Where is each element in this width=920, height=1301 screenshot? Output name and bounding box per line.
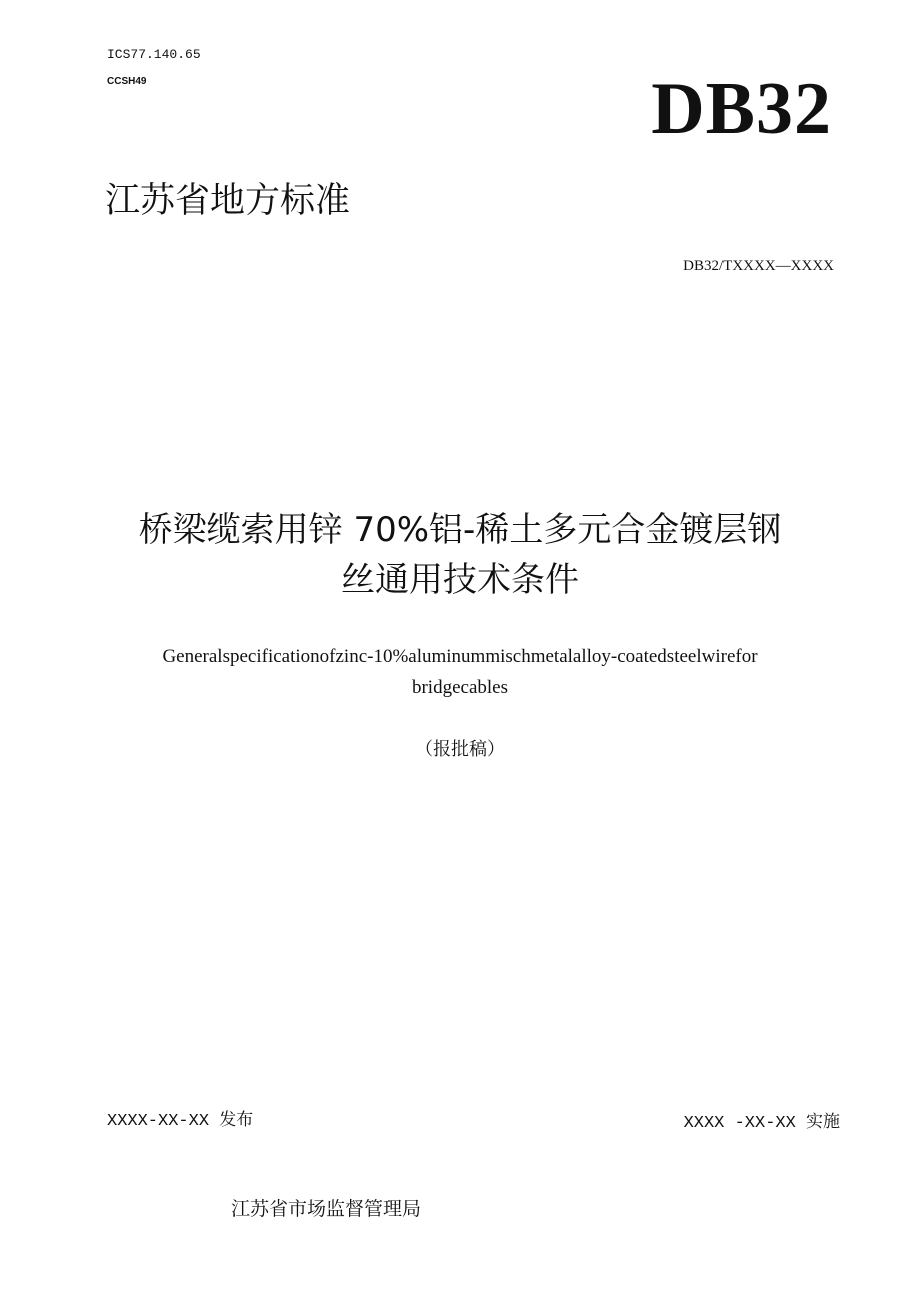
- release-date: XXXX-XX-XX 发布: [107, 1112, 254, 1131]
- standard-logo: DB32: [651, 68, 832, 150]
- document-title-chinese: [0, 505, 920, 605]
- title-en-line-1: Generalspecificationofzinc-10%aluminummischmetalalloy-coatedsteelwirefor: [162, 646, 758, 667]
- title-cn-line-1: 桥梁缆索用锌 70%铝-稀土多元合金镀层钢: [138, 510, 782, 550]
- document-title-english: [0, 641, 920, 703]
- standard-number: DB32/TXXXX—XXXX: [683, 258, 834, 274]
- standard-type: 江苏省地方标准: [105, 181, 351, 221]
- draft-status: （报批稿）: [415, 739, 505, 760]
- title-en-line-2: bridgecables: [411, 677, 508, 698]
- ics-code: ICS77.140.65: [107, 47, 201, 62]
- implementation-date: XXXX -XX-XX 实施: [683, 1114, 840, 1133]
- issuing-authority: 江苏省市场监督管理局: [231, 1198, 422, 1220]
- ccs-code: CCSH49: [107, 76, 147, 87]
- title-cn-line-2: 丝通用技术条件: [341, 560, 579, 600]
